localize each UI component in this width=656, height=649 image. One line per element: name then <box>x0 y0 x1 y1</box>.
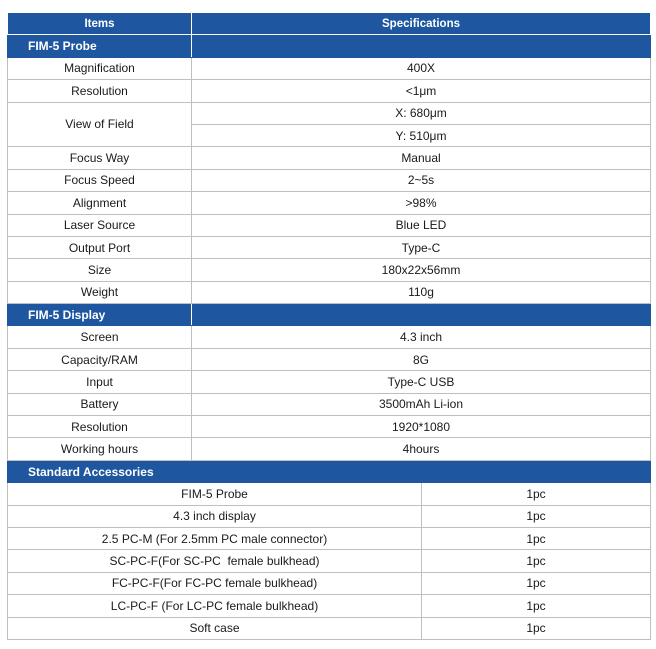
section-header-probe <box>8 35 651 57</box>
accessory-qty: 1pc <box>422 572 651 594</box>
table-row <box>8 617 651 639</box>
table-row <box>8 483 651 505</box>
spec-cell: >98% <box>192 192 651 214</box>
spec-cell: 1920*1080 <box>192 416 651 438</box>
table-header-row <box>8 13 651 35</box>
table-row <box>8 505 651 527</box>
table-row <box>8 169 651 191</box>
table-row <box>8 259 651 281</box>
table-row <box>8 57 651 79</box>
spec-cell: 2~5s <box>192 169 651 191</box>
accessory-qty: 1pc <box>422 483 651 505</box>
table-row <box>8 102 651 124</box>
item-cell: Capacity/RAM <box>8 348 192 370</box>
table-row <box>8 80 651 102</box>
item-cell: Weight <box>8 281 192 303</box>
table-row <box>8 214 651 236</box>
section-title-probe: FIM-5 Probe <box>8 35 192 57</box>
table-row <box>8 416 651 438</box>
table-row <box>8 595 651 617</box>
accessory-name: 2.5 PC-M (For 2.5mm PC male connector) <box>8 527 422 549</box>
section-title-display: FIM-5 Display <box>8 304 192 326</box>
spec-cell: X: 680μm <box>192 102 651 124</box>
table-row <box>8 572 651 594</box>
table-row <box>8 236 651 258</box>
spec-cell: Blue LED <box>192 214 651 236</box>
accessory-qty: 1pc <box>422 595 651 617</box>
item-cell: View of Field <box>8 102 192 147</box>
accessory-name: LC-PC-F (For LC-PC female bulkhead) <box>8 595 422 617</box>
section-header-display <box>8 304 651 326</box>
specifications-table <box>7 12 651 640</box>
accessory-qty: 1pc <box>422 505 651 527</box>
item-cell: Battery <box>8 393 192 415</box>
section-title-accessories: Standard Accessories <box>8 460 651 482</box>
item-cell: Laser Source <box>8 214 192 236</box>
accessory-qty: 1pc <box>422 527 651 549</box>
accessory-qty: 1pc <box>422 550 651 572</box>
table-row <box>8 371 651 393</box>
spec-cell: Manual <box>192 147 651 169</box>
spec-cell: 4hours <box>192 438 651 460</box>
header-specifications: Specifications <box>192 13 651 35</box>
table-row <box>8 550 651 572</box>
table-row <box>8 281 651 303</box>
table-row <box>8 527 651 549</box>
spec-cell: 110g <box>192 281 651 303</box>
accessory-name: Soft case <box>8 617 422 639</box>
item-cell: Focus Speed <box>8 169 192 191</box>
item-cell: Screen <box>8 326 192 348</box>
item-cell: Alignment <box>8 192 192 214</box>
accessory-qty: 1pc <box>422 617 651 639</box>
spec-cell: 3500mAh Li-ion <box>192 393 651 415</box>
item-cell: Input <box>8 371 192 393</box>
item-cell: Magnification <box>8 57 192 79</box>
table-row <box>8 192 651 214</box>
header-items: Items <box>8 13 192 35</box>
item-cell: Output Port <box>8 236 192 258</box>
item-cell: Size <box>8 259 192 281</box>
spec-cell: 8G <box>192 348 651 370</box>
accessory-name: FC-PC-F(For FC-PC female bulkhead) <box>8 572 422 594</box>
table-row <box>8 393 651 415</box>
item-cell: Focus Way <box>8 147 192 169</box>
section-header-accessories <box>8 460 651 482</box>
item-cell: Resolution <box>8 416 192 438</box>
spec-cell: Y: 510μm <box>192 124 651 146</box>
accessory-name: 4.3 inch display <box>8 505 422 527</box>
spec-cell: 4.3 inch <box>192 326 651 348</box>
table-row <box>8 438 651 460</box>
table-row <box>8 348 651 370</box>
accessory-name: SC-PC-F(For SC-PC female bulkhead) <box>8 550 422 572</box>
spec-cell: <1μm <box>192 80 651 102</box>
accessory-name: FIM-5 Probe <box>8 483 422 505</box>
spec-cell: 180x22x56mm <box>192 259 651 281</box>
item-cell: Resolution <box>8 80 192 102</box>
table-row <box>8 326 651 348</box>
spec-cell: Type-C USB <box>192 371 651 393</box>
spec-cell: Type-C <box>192 236 651 258</box>
table-row <box>8 147 651 169</box>
spec-cell: 400X <box>192 57 651 79</box>
item-cell: Working hours <box>8 438 192 460</box>
